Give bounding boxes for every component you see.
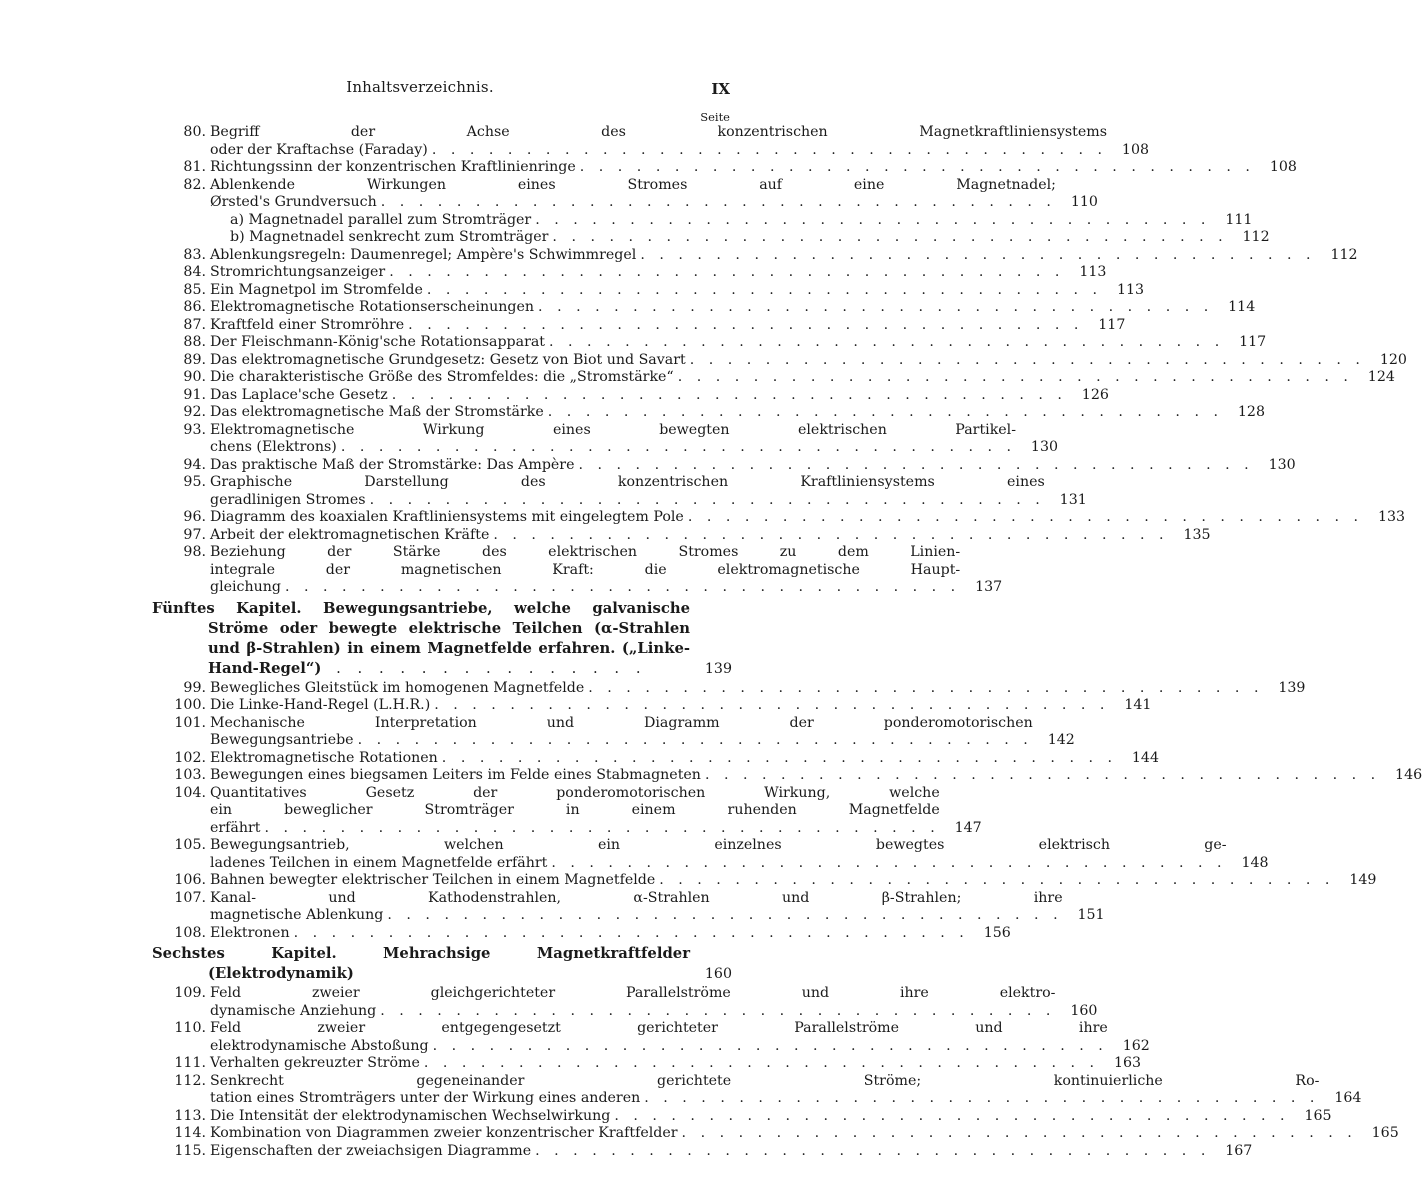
section-number: 86. (183, 299, 206, 315)
section-number: 84. (183, 264, 206, 280)
section-title-line: Ablenkungsregeln: Daumenregel; Ampère's Schwimmregel (210, 246, 637, 263)
section-number: 101. (174, 714, 206, 731)
section-number: 91. (183, 386, 206, 403)
section-title (210, 124, 1107, 159)
leader-dots: . . . . . . . . . . . . . . . . . . . . . . . . . . . . . . . . . . . . (659, 872, 1335, 888)
page-ref: 160 (704, 966, 732, 982)
leader-dots: . . . . . . . . . . . . . . . . . . . . . . . . . . . . . . . . . . . . (493, 526, 1169, 543)
section-number: 87. (183, 316, 206, 333)
table-of-contents (152, 124, 1422, 1160)
page-ref: 110 (1070, 194, 1098, 210)
leader-dots: . . . . . . . . . . . . . . . . . . . . . . . . . . . . . . . . . . . . (535, 1142, 1211, 1159)
section-title-line: Kanal- und Kathodenstrahlen, α-Strahlen und β-Strahlen; ihre (210, 889, 1063, 906)
section-number: 111. (174, 1055, 206, 1071)
section-title-line: Elektromagnetische Wirkung eines bewegten elektrischen Partikel- (210, 421, 1017, 438)
section-title-line: Senkrecht gegeneinander gerichtete Ströme; kontinuierliche Ro- (210, 1072, 1320, 1089)
section-number: 83. (183, 246, 206, 263)
section-number: 108. (174, 924, 206, 941)
toc-entry[interactable] (152, 264, 1107, 282)
section-title (210, 680, 1263, 698)
leader-dots: . . . . . . . . . . . . . . . . . . . . . . . . . . . . . . . . . . . . (340, 439, 1017, 455)
section-title-line: tation eines Stromträgers unter der Wirkung eines anderen (210, 1090, 641, 1106)
section-title (210, 229, 1228, 247)
section-title (210, 264, 1064, 282)
page-ref: 160 (1070, 1002, 1098, 1019)
section-number (152, 212, 210, 230)
section-title-line: Bewegungen eines biegsamen Leiters im Felde eines Stabmagneten (210, 767, 701, 783)
section-number: 110. (174, 1020, 206, 1036)
leader-dots: . . . . . . . . . . . . . . . . . . . . . . . . . . . . . . . . . . . . (441, 749, 1117, 766)
page-ref: 151 (1077, 907, 1105, 923)
page-ref: 135 (1183, 526, 1211, 543)
toc-entry[interactable] (152, 421, 1059, 457)
section-title-line: Elektronen (210, 924, 290, 941)
leader-dots: . . . . . . . . . . . . . . . . . . . . . . . . . . . . . . . . . . . . (369, 491, 1045, 508)
section-title-line: Begriff der Achse des konzentrischen Magnetkraftliniensystems (210, 124, 1108, 140)
section-number: 100. (174, 697, 206, 713)
section-title-line: chens (Elektrons) (210, 439, 337, 455)
section-title-line: Das Laplace'sche Gesetz (210, 386, 388, 403)
toc-entry[interactable] (152, 386, 1109, 405)
leader-dots: . . . . . . . . . . . . . . . . . . . . . . . . . . . . . . . . . . . . (357, 732, 1033, 748)
leader-dots: . . . . . . . . . . . . . . . . . . . . . . . . . . . . . . . . . . . . (644, 1090, 1320, 1106)
page-ref: 139 (704, 660, 732, 677)
section-title-line: gleichung (210, 579, 281, 595)
page-ref: 144 (1131, 749, 1159, 766)
chapter-title-line: oder bewegte elektrische Teilchen (α-Strahlen und (208, 619, 691, 657)
section-title-line: Die Intensität der elektrodynamischen Wechselwirkung (210, 1107, 611, 1124)
section-title-line: Elektromagnetische Rotationserscheinungen (210, 299, 535, 315)
page-number: IX (711, 80, 730, 98)
section-title-line: Das elektromagnetische Maß der Stromstärke (210, 404, 544, 420)
section-title-line: Beziehung der Stärke des elektrischen Stromes zu dem Linien- (210, 544, 961, 560)
section-number: 109. (174, 985, 206, 1001)
page-ref: 108 (1269, 159, 1297, 175)
page-ref: 162 (1122, 1037, 1150, 1054)
leader-dots: . . . . . . . . . . . . . . . . . . . . . . . . . . . . . . . . . . . . (578, 456, 1254, 473)
section-number: 94. (183, 456, 206, 473)
page-ref: 131 (1059, 491, 1087, 508)
section-title-line: Arbeit der elektromagnetischen Kräfte (210, 526, 490, 543)
toc-entry[interactable] (152, 985, 1098, 1020)
section-number: 96. (183, 509, 206, 525)
section-title (210, 1073, 1319, 1108)
section-title-line: Die charakteristische Größe des Stromfeldes: die „Stromstärke“ (210, 369, 674, 385)
toc-entry[interactable] (152, 697, 1152, 715)
section-title-line: dynamische Anziehung (210, 1002, 377, 1019)
page-ref: 165 (1304, 1107, 1332, 1124)
page-ref: 112 (1330, 246, 1358, 263)
section-number: 80. (183, 124, 206, 140)
leader-dots: . . . . . . . . . . . . . . . . . . . . . . . . . . . . . . . . . . . . (387, 907, 1063, 923)
chapter-title (152, 944, 690, 984)
page-ref: 133 (1377, 509, 1406, 525)
leader-dots: . . . . . . . . . . . . . . . . . . . . . . . . . . . . . . . . . . . . (264, 819, 940, 836)
section-title (210, 1143, 1210, 1161)
page-ref: 149 (1349, 872, 1377, 888)
section-title (210, 334, 1224, 352)
page-ref: 139 (1278, 679, 1306, 696)
section-number: 92. (183, 404, 206, 420)
section-title-line: magnetische Ablenkung (210, 907, 384, 923)
page-ref: 147 (954, 819, 982, 836)
section-title-line: Elektromagnetische Rotationen (210, 749, 438, 766)
leader-dots (354, 965, 358, 982)
page-column-label: Seite (700, 110, 730, 124)
leader-dots: . . . . . . . . . . . . . . . . . . . . . . . . . . . . . . . . . . . . (551, 854, 1227, 871)
section-title (210, 697, 1109, 715)
leader-dots: . . . . . . . . . . . . . . . (325, 659, 647, 677)
toc-entry[interactable] (152, 474, 1087, 509)
chapter-title-line: β-Strahlen) in einem Magnetfelde erfahren. („Linke- (246, 639, 690, 657)
toc-entry[interactable] (152, 1125, 1399, 1143)
section-number: 81. (183, 159, 206, 175)
toc-entry[interactable] (152, 316, 1126, 335)
section-number: 89. (183, 351, 206, 368)
page-ref: 128 (1237, 404, 1265, 420)
section-title (210, 1055, 1099, 1073)
section-title-line: ein beweglicher Stromträger in einem ruhenden Magnetfelde (210, 802, 940, 818)
section-number: 115. (174, 1142, 206, 1159)
toc-entry[interactable] (152, 872, 1377, 890)
toc-entry[interactable] (152, 837, 1269, 872)
section-title (210, 750, 1117, 768)
leader-dots: . . . . . . . . . . . . . . . . . . . . . . . . . . . . . . . . . . . . (704, 767, 1381, 783)
toc-entry[interactable] (152, 749, 1159, 768)
section-title-line: Ein Magnetpol im Stromfelde (210, 281, 423, 298)
leader-dots: . . . . . . . . . . . . . . . . . . . . . . . . . . . . . . . . . . . . (408, 316, 1084, 333)
page-ref: 126 (1081, 386, 1109, 403)
toc-chapter-heading[interactable] (152, 599, 732, 679)
page-ref: 164 (1334, 1090, 1362, 1106)
page-ref: 108 (1121, 141, 1150, 158)
section-number: 112. (174, 1072, 206, 1089)
leader-dots: . . . . . . . . . . . . . . . . . . . . . . . . . . . . . . . . . . . . (689, 351, 1365, 368)
toc-entry[interactable] (152, 176, 1098, 212)
toc-entry[interactable] (152, 714, 1075, 750)
page-ref: 124 (1367, 369, 1395, 385)
toc-entry[interactable] (152, 404, 1265, 422)
section-title (210, 1020, 1108, 1055)
section-title (210, 422, 1016, 457)
toc-entry[interactable] (152, 924, 1011, 943)
section-number: 104. (174, 784, 206, 801)
leader-dots: . . . . . . . . . . . . . . . . . . . . . . . . . . . . . . . . . . . . (549, 334, 1225, 350)
section-title (210, 527, 1169, 545)
section-title-line: Diagramm des koaxialen Kraftliniensystems mit eingelegtem Pole (210, 509, 684, 525)
section-title-line: Graphische Darstellung des konzentrischen Kraftliniensystems eines (210, 474, 1045, 490)
section-title-line: b) Magnetnadel senkrecht zum Stromträger (230, 229, 549, 245)
toc-entry[interactable] (152, 679, 1306, 698)
section-title-line: Das praktische Maß der Stromstärke: Das Ampère (210, 456, 575, 473)
section-number: 114. (174, 1125, 206, 1141)
toc-entry[interactable] (152, 159, 1297, 177)
section-number: 95. (183, 474, 206, 490)
page-ref: 165 (1371, 1125, 1399, 1141)
section-title-line: oder der Kraftachse (Faraday) (210, 141, 428, 158)
section-number: 106. (174, 872, 206, 888)
section-title (210, 837, 1227, 872)
section-title (210, 715, 1033, 750)
section-title-line: Mechanische Interpretation und Diagramm der ponderomotorischen (210, 714, 1033, 731)
section-title-line: erfährt (210, 819, 261, 836)
toc-entry[interactable] (152, 784, 982, 838)
section-title (210, 544, 960, 597)
section-number: 88. (183, 334, 206, 350)
toc-entry[interactable] (152, 889, 1105, 925)
leader-dots: . . . . . . . . . . . . . . . . . . . . . . . . . . . . . . . . . . . . (285, 579, 961, 595)
leader-dots: . . . . . . . . . . . . . . . . . . . . . . . . . . . . . . . . . . . . (614, 1107, 1290, 1124)
leader-dots: . . . . . . . . . . . . . . . . . . . . . . . . . . . . . . . . . . . . (434, 697, 1110, 713)
section-number: 85. (183, 281, 206, 298)
section-title-line: Richtungssinn der konzentrischen Kraftlinienringe (210, 159, 576, 175)
section-title (210, 317, 1083, 335)
section-title-line: Verhalten gekreuzter Ströme (210, 1055, 420, 1071)
section-number: 93. (183, 421, 206, 438)
page-ref: 146 (1395, 767, 1422, 783)
toc-entry[interactable] (152, 1072, 1362, 1108)
chapter-title (152, 599, 690, 679)
section-number: 82. (183, 176, 206, 193)
toc-entry[interactable] (152, 1107, 1332, 1126)
section-title (210, 985, 1055, 1020)
toc-entry[interactable] (152, 299, 1256, 317)
leader-dots: . . . . . . . . . . . . . . . . . . . . . . . . . . . . . . . . . . . . (579, 159, 1255, 175)
toc-entry[interactable] (152, 767, 1422, 785)
section-title (210, 369, 1353, 387)
section-title-line: Kraftfeld einer Stromröhre (210, 316, 405, 333)
section-title-line: geradlinigen Stromes (210, 491, 366, 508)
section-title (210, 387, 1067, 405)
page-ref: 111 (1225, 211, 1253, 228)
section-title (210, 177, 1056, 212)
section-title (210, 159, 1255, 177)
section-number: 113. (174, 1107, 206, 1124)
section-title-line: a) Magnetnadel parallel zum Stromträger (230, 211, 532, 228)
leader-dots: . . . . . . . . . . . . . . . . . . . . . . . . . . . . . . . . . . . . (432, 1037, 1108, 1054)
section-number: 102. (174, 749, 206, 766)
section-number: 105. (174, 837, 206, 853)
toc-entry[interactable] (152, 1055, 1142, 1073)
page-ref: 120 (1379, 351, 1407, 368)
leader-dots: . . . . . . . . . . . . . . . . . . . . . . . . . . . . . . . . . . . . (681, 1125, 1357, 1141)
toc-entry[interactable] (152, 456, 1296, 475)
page-ref: 117 (1239, 334, 1267, 350)
page-ref: 130 (1268, 456, 1296, 473)
page-ref: 163 (1113, 1055, 1142, 1071)
section-number: 107. (174, 889, 206, 906)
section-title (210, 1108, 1290, 1126)
toc-entry[interactable] (152, 1142, 1253, 1161)
section-title-line: Bewegungsantrieb, welchen ein einzelnes bewegtes elektrisch ge- (210, 837, 1227, 853)
section-title-line: Feld zweier gleichgerichteter Parallelströme und ihre elektro- (210, 985, 1056, 1001)
leader-dots: . . . . . . . . . . . . . . . . . . . . . . . . . . . . . . . . . . . . (538, 299, 1214, 315)
toc-entry[interactable] (152, 281, 1145, 300)
page-ref: 130 (1030, 439, 1059, 455)
section-title-line: Die Linke-Hand-Regel (L.H.R.) (210, 697, 431, 713)
page-title: Inhaltsverzeichnis. (346, 78, 494, 96)
section-title-line: Kombination von Diagrammen zweier konzentrischer Kraftfelder (210, 1125, 678, 1141)
toc-entry[interactable] (152, 369, 1395, 387)
section-title-line: ladenes Teilchen in einem Magnetfelde erfährt (210, 854, 548, 871)
section-title-line: Bewegungsantriebe (210, 732, 354, 748)
page-ref: 112 (1242, 229, 1270, 245)
section-title-line: elektrodynamische Abstoßung (210, 1037, 429, 1054)
leader-dots: . . . . . . . . . . . . . . . . . . . . . . . . . . . . . . . . . . . . (431, 141, 1108, 158)
page-ref: 141 (1124, 697, 1152, 713)
toc-entry[interactable] (152, 526, 1211, 545)
section-title (210, 925, 969, 943)
leader-dots: . . . . . . . . . . . . . . . . . . . . . . . . . . . . . . . . . . . . (426, 281, 1103, 298)
section-title-line: Feld zweier entgegengesetzt gerichteter Parallelströme und ihre (210, 1020, 1108, 1036)
page-ref: 148 (1241, 854, 1269, 871)
toc-entry[interactable] (152, 334, 1267, 352)
page-ref: 117 (1098, 316, 1126, 333)
toc-subentry[interactable] (152, 229, 1270, 247)
toc-entry[interactable] (152, 351, 1407, 370)
leader-dots: . . . . . . . . . . . . . . . . . . . . . . . . . . . . . . . . . . . . (588, 679, 1264, 696)
toc-chapter-heading[interactable] (152, 944, 732, 984)
chapter-title-line: Sechstes Kapitel. Mehrachsige Magnetkraftfelder (Elektrodynamik) (152, 945, 690, 982)
page-ref: 114 (1228, 299, 1256, 315)
section-title (210, 509, 1363, 527)
section-title-line: Stromrichtungsanzeiger (210, 264, 386, 280)
section-title-line: Ørsted's Grundversuch (210, 194, 377, 210)
leader-dots: . . . . . . . . . . . . . . . . . . . . . . . . . . . . . . . . . . . . (293, 924, 969, 941)
toc-entry[interactable] (152, 544, 1003, 597)
page-ref: 113 (1116, 281, 1145, 298)
section-title (210, 247, 1316, 265)
page-ref: 113 (1079, 264, 1107, 280)
section-title-line: Bahnen bewegter elektrischer Teilchen in einem Magnetfelde (210, 872, 656, 888)
toc-entry[interactable] (152, 124, 1150, 159)
chapter-title-line: Fünftes Kapitel. Bewegungsantriebe, welche galvanische Ströme (152, 599, 690, 637)
chapter-title-line: Hand-Regel“) (208, 659, 322, 677)
leader-dots: . . . . . . . . . . . . . . . . . . . . . . . . . . . . . . . . . . . . (552, 229, 1228, 245)
leader-dots: . . . . . . . . . . . . . . . . . . . . . . . . . . . . . . . . . . . . (423, 1055, 1100, 1071)
toc-entry[interactable] (152, 246, 1358, 265)
page-ref: 142 (1047, 732, 1075, 748)
section-number: 99. (183, 679, 206, 696)
leader-dots: . . . . . . . . . . . . . . . . . . . . . . . . . . . . . . . . . . . . (389, 264, 1065, 280)
section-title (210, 299, 1213, 317)
section-title (210, 282, 1102, 300)
section-number: 97. (183, 526, 206, 543)
section-title (210, 212, 1210, 230)
leader-dots: . . . . . . . . . . . . . . . . . . . . . . . . . . . . . . . . . . . . (391, 386, 1067, 403)
leader-dots: . . . . . . . . . . . . . . . . . . . . . . . . . . . . . . . . . . . . (687, 509, 1364, 525)
section-title (210, 767, 1380, 785)
page-ref: 167 (1225, 1142, 1253, 1159)
section-title-line: integrale der magnetischen Kraft: die elektromagnetische Haupt- (210, 561, 961, 578)
section-title-line: Der Fleischmann-König'sche Rotationsapparat (210, 334, 546, 350)
leader-dots: . . . . . . . . . . . . . . . . . . . . . . . . . . . . . . . . . . . . (547, 404, 1223, 420)
section-title-line: Ablenkende Wirkungen eines Stromes auf eine Magnetnadel; (210, 176, 1056, 193)
toc-subentry[interactable] (152, 211, 1253, 230)
toc-entry[interactable] (152, 509, 1406, 527)
section-number: 103. (174, 767, 206, 783)
section-title-line: Quantitatives Gesetz der ponderomotorischen Wirkung, welche (210, 784, 940, 801)
section-title (210, 890, 1063, 925)
section-title (210, 404, 1223, 422)
section-title-line: Bewegliches Gleitstück im homogenen Magnetfelde (210, 679, 585, 696)
section-number: 98. (183, 544, 206, 560)
section-title (210, 352, 1365, 370)
section-number (152, 229, 210, 247)
leader-dots: . . . . . . . . . . . . . . . . . . . . . . . . . . . . . . . . . . . . (380, 194, 1056, 210)
page-ref: 137 (975, 579, 1003, 595)
section-title (210, 474, 1045, 509)
section-title-line: Das elektromagnetische Grundgesetz: Gesetz von Biot und Savart (210, 351, 686, 368)
leader-dots: . . . . . . . . . . . . . . . . . . . . . . . . . . . . . . . . . . . . (380, 1002, 1056, 1019)
section-title-line: Eigenschaften der zweiachsigen Diagramme (210, 1142, 532, 1159)
leader-dots: . . . . . . . . . . . . . . . . . . . . . . . . . . . . . . . . . . . . (677, 369, 1353, 385)
leader-dots: . . . . . . . . . . . . . . . . . . . . . . . . . . . . . . . . . . . . (535, 211, 1211, 228)
section-title (210, 457, 1254, 475)
section-title (210, 1125, 1357, 1143)
section-number: 90. (183, 369, 206, 385)
section-title (210, 785, 940, 838)
toc-entry[interactable] (152, 1020, 1150, 1055)
page-ref: 156 (983, 924, 1011, 941)
section-title (210, 872, 1334, 890)
leader-dots: . . . . . . . . . . . . . . . . . . . . . . . . . . . . . . . . . . . . (640, 246, 1316, 263)
